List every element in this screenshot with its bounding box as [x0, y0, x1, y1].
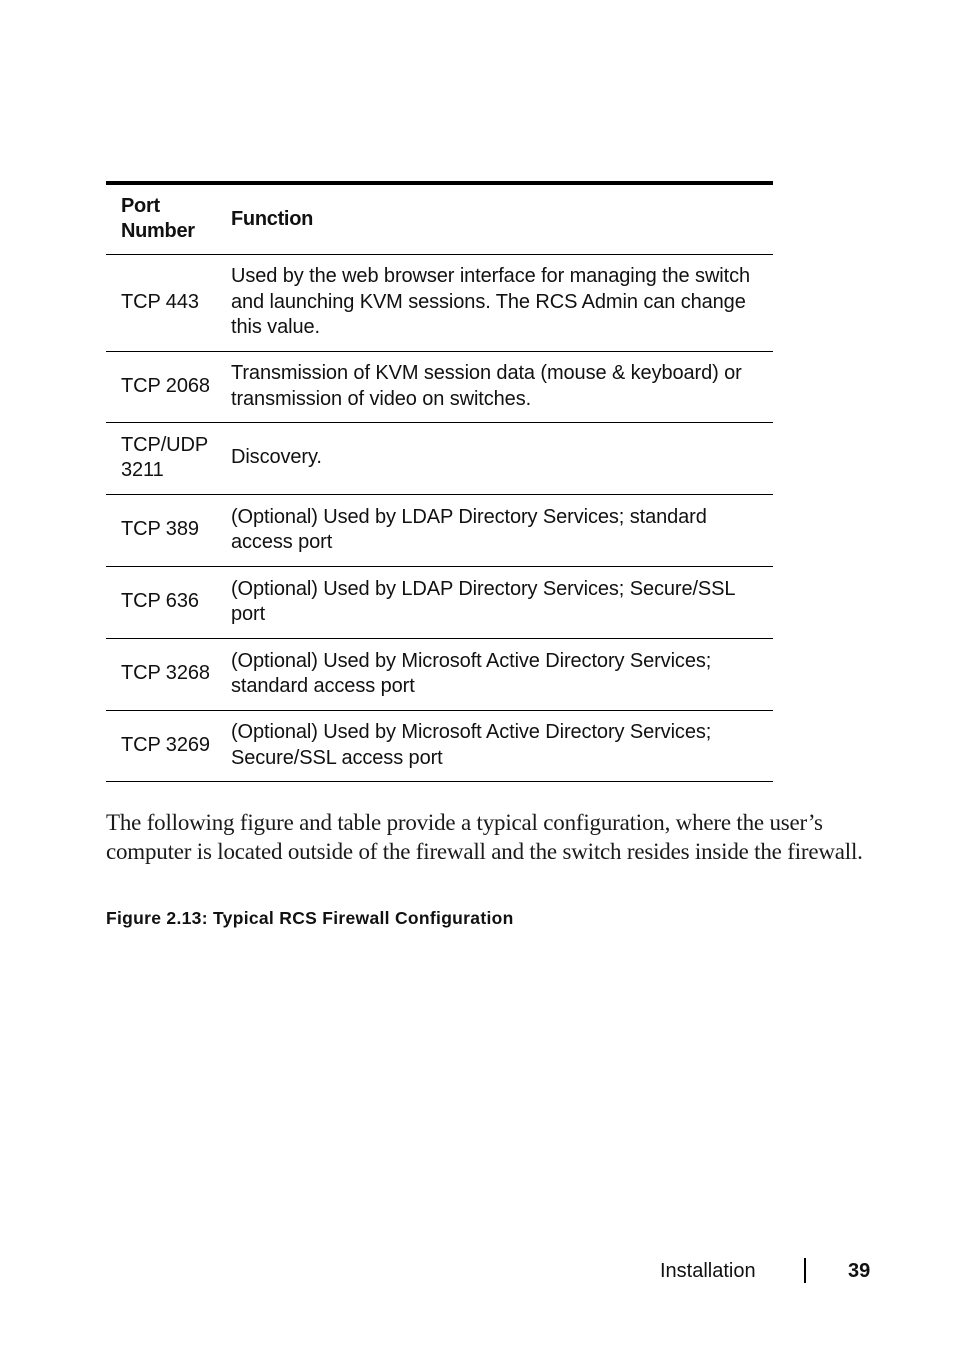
port-cell: TCP 389 — [106, 494, 231, 566]
port-cell: TCP 2068 — [106, 351, 231, 422]
body-paragraph: The following figure and table provide a typical configuration, where the user’s computer is located outside of the firewall and the switch resides inside the firewall. — [106, 810, 863, 864]
port-function-table — [106, 181, 773, 782]
function-cell: (Optional) Used by LDAP Directory Services; Secure/SSL port — [231, 566, 773, 638]
port-cell: TCP 443 — [106, 254, 231, 351]
port-cell: TCP 636 — [106, 566, 231, 638]
table-header-row — [106, 183, 773, 254]
table-row — [106, 710, 773, 781]
table-row — [106, 351, 773, 422]
footer-divider — [804, 1258, 806, 1283]
function-cell: Discovery. — [231, 422, 773, 494]
port-cell: TCP/UDP 3211 — [106, 422, 231, 494]
function-cell: (Optional) Used by Microsoft Active Directory Services; standard access port — [231, 638, 773, 710]
function-cell: (Optional) Used by Microsoft Active Directory Services; Secure/SSL access port — [231, 710, 773, 781]
function-header: Function — [231, 183, 773, 254]
function-cell: Transmission of KVM session data (mouse & keyboard) or transmission of video on switches. — [231, 351, 773, 422]
port-cell: TCP 3269 — [106, 710, 231, 781]
footer-section-title: Installation — [660, 1260, 756, 1282]
table-row — [106, 422, 773, 494]
table-row — [106, 566, 773, 638]
function-cell: Used by the web browser interface for managing the switch and launching KVM sessions. The RCS Admin can change this value. — [231, 254, 773, 351]
table-row — [106, 254, 773, 351]
page-number: 39 — [848, 1260, 871, 1282]
figure-caption: Figure 2.13: Typical RCS Firewall Configuration — [106, 908, 514, 928]
table-row — [106, 638, 773, 710]
function-cell: (Optional) Used by LDAP Directory Services; standard access port — [231, 494, 773, 566]
port-cell: TCP 3268 — [106, 638, 231, 710]
table-row — [106, 494, 773, 566]
port-number-header: Port Number — [106, 183, 231, 254]
